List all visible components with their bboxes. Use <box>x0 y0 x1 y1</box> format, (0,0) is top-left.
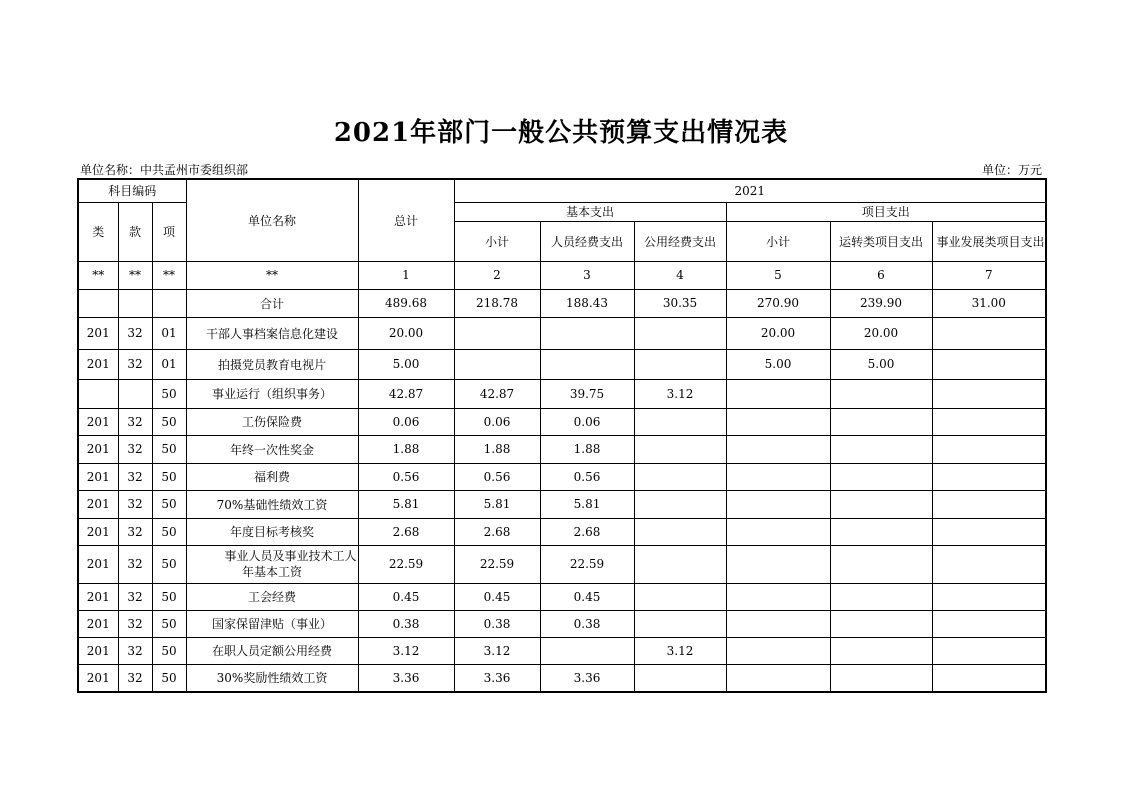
basic-subtotal-value: 5.81 <box>454 490 540 518</box>
operation-value <box>830 545 932 583</box>
kuan-cell: 32 <box>118 583 152 610</box>
kuan-cell <box>118 289 152 317</box>
kuan-cell <box>118 379 152 408</box>
kuan-cell: 32 <box>118 435 152 463</box>
lei-cell: 201 <box>78 463 118 490</box>
public-value <box>634 518 726 545</box>
project-subtotal-value <box>726 435 830 463</box>
operation-value <box>830 610 932 637</box>
unit-name-header: 单位名称 <box>186 179 358 261</box>
personnel-value: 188.43 <box>540 289 634 317</box>
total-row <box>78 289 1046 317</box>
item-name: 工会经费 <box>186 583 358 610</box>
basic-subtotal-header: 小计 <box>454 221 540 261</box>
public-value: 30.35 <box>634 289 726 317</box>
public-value <box>634 545 726 583</box>
xiang-cell: 50 <box>152 490 186 518</box>
total-value: 22.59 <box>358 545 454 583</box>
personnel-value <box>540 349 634 379</box>
kuan-cell: 32 <box>118 463 152 490</box>
xiang-header: 项 <box>152 202 186 261</box>
xiang-cell: 50 <box>152 610 186 637</box>
public-value: 3.12 <box>634 379 726 408</box>
year-header: 2021 <box>454 179 1046 202</box>
personnel-value: 3.36 <box>540 664 634 692</box>
personnel-value: 1.88 <box>540 435 634 463</box>
project-subtotal-value: 270.90 <box>726 289 830 317</box>
total-value: 489.68 <box>358 289 454 317</box>
item-name: 工伤保险费 <box>186 408 358 435</box>
basic-subtotal-value: 0.45 <box>454 583 540 610</box>
project-subtotal-value <box>726 490 830 518</box>
operation-value <box>830 463 932 490</box>
item-name: 30%奖励性绩效工资 <box>186 664 358 692</box>
item-name: 干部人事档案信息化建设 <box>186 317 358 349</box>
item-name: 70%基础性绩效工资 <box>186 490 358 518</box>
total-value: 0.38 <box>358 610 454 637</box>
table-row <box>78 545 1046 583</box>
basic-expense-header: 基本支出 <box>454 202 726 221</box>
kuan-cell: 32 <box>118 408 152 435</box>
index-cell: ** <box>118 261 152 289</box>
total-value: 3.36 <box>358 664 454 692</box>
operation-value <box>830 664 932 692</box>
personnel-header: 人员经费支出 <box>540 221 634 261</box>
project-subtotal-value <box>726 583 830 610</box>
lei-cell: 201 <box>78 664 118 692</box>
lei-cell: 201 <box>78 408 118 435</box>
personnel-value: 22.59 <box>540 545 634 583</box>
item-name: 国家保留津贴（事业） <box>186 610 358 637</box>
personnel-value: 0.56 <box>540 463 634 490</box>
public-value <box>634 408 726 435</box>
development-header: 事业发展类项目支出 <box>932 221 1046 261</box>
basic-subtotal-value: 218.78 <box>454 289 540 317</box>
lei-cell: 201 <box>78 610 118 637</box>
page-title: 2021年部门一般公共预算支出情况表 <box>333 118 789 148</box>
personnel-value: 0.38 <box>540 610 634 637</box>
item-name: 事业运行（组织事务） <box>186 379 358 408</box>
basic-subtotal-value: 0.56 <box>454 463 540 490</box>
table-row <box>78 610 1046 637</box>
personnel-value: 39.75 <box>540 379 634 408</box>
basic-subtotal-value: 2.68 <box>454 518 540 545</box>
project-subtotal-value <box>726 545 830 583</box>
index-row <box>78 261 1046 289</box>
item-name-line-2: 年基本工资 <box>241 565 302 579</box>
table-row <box>78 490 1046 518</box>
total-value: 20.00 <box>358 317 454 349</box>
project-subtotal-value <box>726 610 830 637</box>
xiang-cell: 50 <box>152 463 186 490</box>
project-subtotal-header: 小计 <box>726 221 830 261</box>
lei-cell: 201 <box>78 637 118 664</box>
basic-subtotal-value: 0.06 <box>454 408 540 435</box>
xiang-cell: 50 <box>152 518 186 545</box>
index-cell: 4 <box>634 261 726 289</box>
operation-value: 5.00 <box>830 349 932 379</box>
project-subtotal-value <box>726 379 830 408</box>
index-cell: 2 <box>454 261 540 289</box>
public-value <box>634 463 726 490</box>
total-value: 5.81 <box>358 490 454 518</box>
xiang-cell: 50 <box>152 408 186 435</box>
kuan-header: 款 <box>118 202 152 261</box>
lei-cell <box>78 379 118 408</box>
total-value: 0.56 <box>358 463 454 490</box>
development-value <box>932 379 1046 408</box>
personnel-value <box>540 637 634 664</box>
table-row <box>78 583 1046 610</box>
basic-subtotal-value: 3.36 <box>454 664 540 692</box>
xiang-cell: 01 <box>152 317 186 349</box>
budget-table <box>77 178 1047 693</box>
basic-subtotal-value: 42.87 <box>454 379 540 408</box>
project-subtotal-value <box>726 463 830 490</box>
item-name: 年度目标考核奖 <box>186 518 358 545</box>
kuan-cell: 32 <box>118 349 152 379</box>
table-row <box>78 518 1046 545</box>
total-value: 2.68 <box>358 518 454 545</box>
operation-header: 运转类项目支出 <box>830 221 932 261</box>
total-value: 1.88 <box>358 435 454 463</box>
unit-name-label: 单位名称：中共孟州市委组织部 <box>80 163 249 177</box>
kuan-cell: 32 <box>118 490 152 518</box>
xiang-cell: 50 <box>152 583 186 610</box>
public-value: 3.12 <box>634 637 726 664</box>
kuan-cell: 32 <box>118 518 152 545</box>
public-value <box>634 349 726 379</box>
index-cell: 6 <box>830 261 932 289</box>
xiang-cell: 01 <box>152 349 186 379</box>
total-value: 42.87 <box>358 379 454 408</box>
index-cell: 1 <box>358 261 454 289</box>
lei-cell: 201 <box>78 317 118 349</box>
lei-cell: 201 <box>78 518 118 545</box>
personnel-value: 2.68 <box>540 518 634 545</box>
index-cell: ** <box>78 261 118 289</box>
development-value <box>932 637 1046 664</box>
project-subtotal-value <box>726 518 830 545</box>
development-value <box>932 463 1046 490</box>
header-row-1 <box>78 179 1046 202</box>
public-value <box>634 610 726 637</box>
lei-header: 类 <box>78 202 118 261</box>
total-row-label: 合计 <box>186 289 358 317</box>
public-value <box>634 664 726 692</box>
basic-subtotal-value: 1.88 <box>454 435 540 463</box>
personnel-value: 0.45 <box>540 583 634 610</box>
development-value <box>932 545 1046 583</box>
operation-value <box>830 435 932 463</box>
lei-cell: 201 <box>78 349 118 379</box>
xiang-cell: 50 <box>152 637 186 664</box>
project-subtotal-value: 5.00 <box>726 349 830 379</box>
project-subtotal-value <box>726 664 830 692</box>
unit-label: 单位：万元 <box>981 163 1042 177</box>
basic-subtotal-value: 3.12 <box>454 637 540 664</box>
item-name: 福利费 <box>186 463 358 490</box>
operation-value: 20.00 <box>830 317 932 349</box>
development-value: 31.00 <box>932 289 1046 317</box>
subject-code-header: 科目编码 <box>78 179 186 202</box>
table-row <box>78 379 1046 408</box>
table-row <box>78 637 1046 664</box>
development-value <box>932 583 1046 610</box>
kuan-cell: 32 <box>118 664 152 692</box>
public-value <box>634 583 726 610</box>
xiang-cell <box>152 289 186 317</box>
operation-value <box>830 583 932 610</box>
operation-value <box>830 408 932 435</box>
basic-subtotal-value <box>454 349 540 379</box>
table-row <box>78 435 1046 463</box>
operation-value <box>830 490 932 518</box>
lei-cell: 201 <box>78 545 118 583</box>
development-value <box>932 610 1046 637</box>
index-cell: 5 <box>726 261 830 289</box>
table-row <box>78 408 1046 435</box>
xiang-cell: 50 <box>152 435 186 463</box>
lei-cell: 201 <box>78 583 118 610</box>
lei-cell <box>78 289 118 317</box>
total-value: 5.00 <box>358 349 454 379</box>
public-header: 公用经费支出 <box>634 221 726 261</box>
xiang-cell: 50 <box>152 379 186 408</box>
project-expense-header: 项目支出 <box>726 202 1046 221</box>
personnel-value <box>540 317 634 349</box>
development-value <box>932 408 1046 435</box>
public-value <box>634 317 726 349</box>
index-cell: ** <box>152 261 186 289</box>
kuan-cell: 32 <box>118 610 152 637</box>
xiang-cell: 50 <box>152 664 186 692</box>
total-value: 0.45 <box>358 583 454 610</box>
xiang-cell: 50 <box>152 545 186 583</box>
operation-value <box>830 379 932 408</box>
table-row <box>78 664 1046 692</box>
basic-subtotal-value: 0.38 <box>454 610 540 637</box>
development-value <box>932 349 1046 379</box>
development-value <box>932 664 1046 692</box>
development-value <box>932 435 1046 463</box>
total-header: 总计 <box>358 179 454 261</box>
index-cell: 3 <box>540 261 634 289</box>
operation-value: 239.90 <box>830 289 932 317</box>
table-row <box>78 463 1046 490</box>
item-name: 在职人员定额公用经费 <box>186 637 358 664</box>
table-row <box>78 317 1046 349</box>
item-name-line-1: 事业人员及事业技术工人 <box>224 549 357 563</box>
item-name <box>186 545 358 583</box>
total-value: 0.06 <box>358 408 454 435</box>
project-subtotal-value <box>726 637 830 664</box>
public-value <box>634 435 726 463</box>
development-value <box>932 518 1046 545</box>
kuan-cell: 32 <box>118 545 152 583</box>
project-subtotal-value: 20.00 <box>726 317 830 349</box>
index-cell: ** <box>186 261 358 289</box>
development-value <box>932 490 1046 518</box>
item-name: 年终一次性奖金 <box>186 435 358 463</box>
basic-subtotal-value: 22.59 <box>454 545 540 583</box>
personnel-value: 0.06 <box>540 408 634 435</box>
lei-cell: 201 <box>78 435 118 463</box>
total-value: 3.12 <box>358 637 454 664</box>
item-name: 拍摄党员教育电视片 <box>186 349 358 379</box>
table-row <box>78 349 1046 379</box>
kuan-cell: 32 <box>118 317 152 349</box>
operation-value <box>830 637 932 664</box>
development-value <box>932 317 1046 349</box>
personnel-value: 5.81 <box>540 490 634 518</box>
project-subtotal-value <box>726 408 830 435</box>
public-value <box>634 490 726 518</box>
kuan-cell: 32 <box>118 637 152 664</box>
lei-cell: 201 <box>78 490 118 518</box>
operation-value <box>830 518 932 545</box>
basic-subtotal-value <box>454 317 540 349</box>
index-cell: 7 <box>932 261 1046 289</box>
